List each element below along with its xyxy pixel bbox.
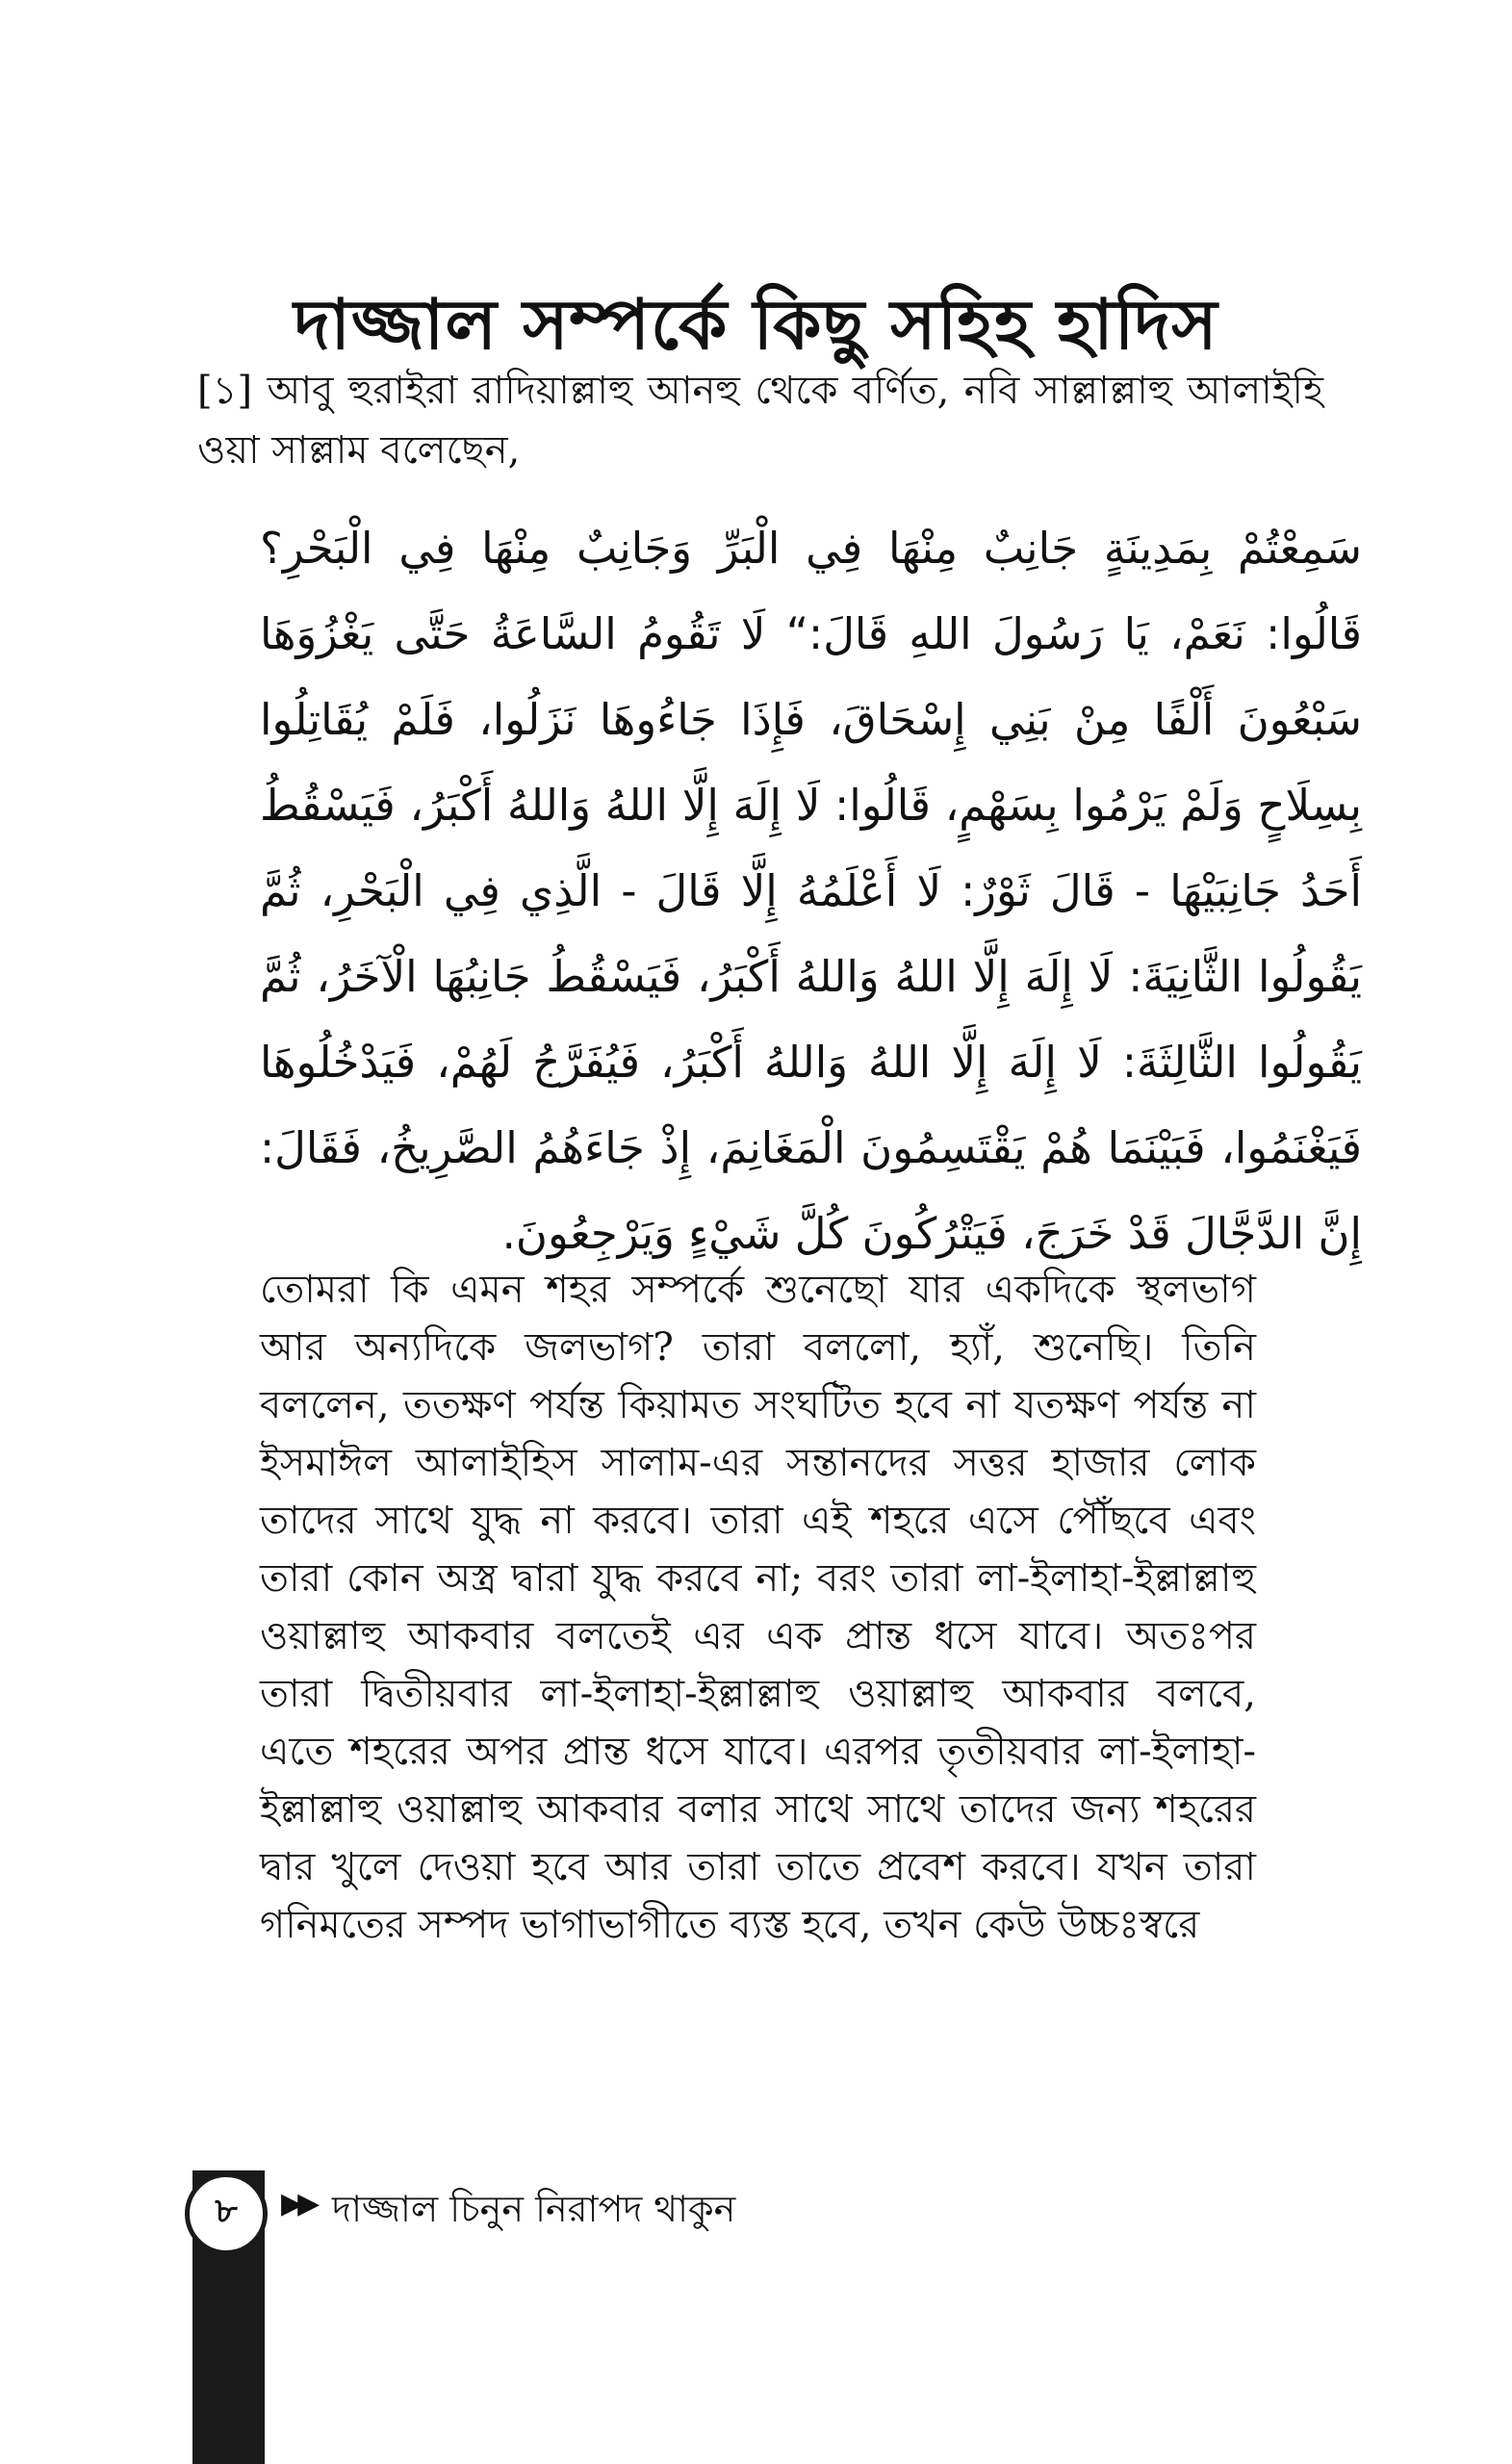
double-arrow-icon: ▶▶ <box>281 2187 315 2220</box>
footer-book-title: দাজ্জাল চিনুন নিরাপদ থাকুন <box>332 2188 736 2230</box>
bengali-translation: তোমরা কি এমন শহর সম্পর্কে শুনেছো যার একদিকে স্থলভাগ আর অন্যদিকে জলভাগ? তারা বললো, হ্যাঁ, শুনেছি। তিনি বললেন, ততক্ষণ পর্যন্ত কিয়ামত সংঘটিত হবে না যতক্ষণ পর্যন্ত না ইসমাঈল আলাইহিস সালাম-এর সন্তানদের সত্তর হাজার লোক তাদের সাথে যুদ্ধ না করবে। তারা এই শহরে এসে পৌঁছবে এবং তারা কোন অস্ত্র দ্বারা যুদ্ধ করবে না; বরং তারা লা-ইলাহা-ইল্লাল্লাহু ওয়াল্লাহু আকবার বলতেই এর এক প্রান্ত ধসে যাবে। অতঃপর তারা দ্বিতীয়বার লা-ইলাহা-ইল্লাল্লাহু ওয়াল্লাহু আকবার বলবে, এতে শহরের অপর প্রান্ত ধসে যাবে। এরপর তৃতীয়বার লা-ইলাহা-ইল্লাল্লাহু ওয়াল্লাহু আকবার বলার সাথে সাথে তাদের জন্য শহরের দ্বার খুলে দেওয়া হবে আর তারা তাতে প্রবেশ করবে। যখন তারা গনিমতের সম্পদ ভাগাভাগীতে ব্যস্ত হবে, তখন কেউ উচ্চঃস্বরে <box>260 1268 1256 1947</box>
page-title: দাজ্জাল সম্পর্কে কিছু সহিহ হাদিস <box>294 284 1218 366</box>
hadith-intro: [১] আবু হুরাইরা রাদিয়াল্লাহু আনহু থেকে বর্ণিত, নবি সাল্লাল্লাহু আলাইহি ওয়া সাল্লাম বলেছেন, <box>197 369 1323 473</box>
page-number: ৮ <box>185 2172 268 2255</box>
arabic-hadith-text: سَمِعْتُمْ بِمَدِينَةٍ جَانِبٌ مِنْهَا فِي الْبَرِّ وَجَانِبٌ مِنْهَا فِي الْبَحْرِ؟ قَالُوا: نَعَمْ، يَا رَسُولَ اللهِ قَالَ:“ لَا تَقُومُ السَّاعَةُ حَتَّى يَغْزُوَهَا سَبْعُونَ أَلْفًا مِنْ بَنِي إِسْحَاقَ، فَإِذَا جَاءُوهَا نَزَلُوا، فَلَمْ يُقَاتِلُوا بِسِلَاحٍ وَلَمْ يَرْمُوا بِسَهْمٍ، قَالُوا: لَا إِلَهَ إِلَّا اللهُ وَاللهُ أَكْبَرُ، فَيَسْقُطُ أَحَدُ جَانِبَيْهَا - قَالَ ثَوْرٌ: لَا أَعْلَمُهُ إِلَّا قَالَ - الَّذِي فِي الْبَحْرِ، ثُمَّ يَقُولُوا الثَّانِيَةَ: لَا إِلَهَ إِلَّا اللهُ وَاللهُ أَكْبَرُ، فَيَسْقُطُ جَانِبُهَا الْآخَرُ، ثُمَّ يَقُولُوا الثَّالِثَةَ: لَا إِلَهَ إِلَّا اللهُ وَاللهُ أَكْبَرُ، فَيُفَرَّجُ لَهُمْ، فَيَدْخُلُوهَا فَيَغْنَمُوا، فَبَيْنَمَا هُمْ يَقْتَسِمُونَ الْمَغَانِمَ، إِذْ جَاءَهُمُ الصَّرِيخُ، فَقَالَ: إِنَّ الدَّجَّالَ قَدْ خَرَجَ، فَيَتْرُكُونَ كُلَّ شَيْءٍ وَيَرْجِعُونَ. <box>260 523 1362 1259</box>
